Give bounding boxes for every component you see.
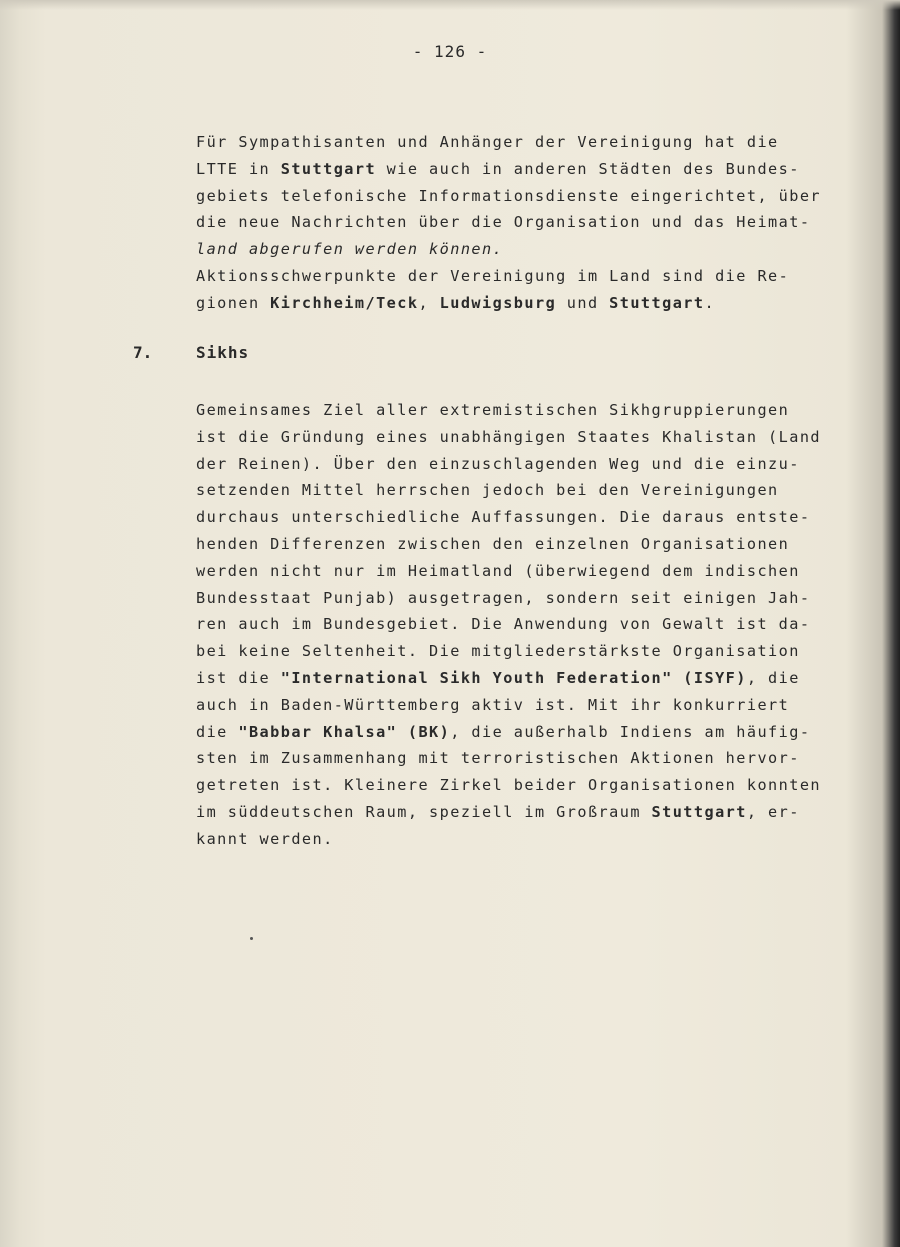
text-line: sten im Zusammenhang mit terroristischen Aktionen hervor- (196, 749, 800, 768)
text-line: Aktionsschwerpunkte der Vereinigung im Land sind die Re- (196, 266, 790, 285)
text-line: LTTE in Stuttgart wie auch in anderen Städten des Bundes- (196, 159, 800, 178)
paragraph-ltte (196, 129, 836, 317)
text-line: setzenden Mittel herrschen jedoch bei den Vereinigungen (196, 481, 779, 500)
text-line: land abgerufen werden können. (196, 240, 504, 259)
text-line: im süddeutschen Raum, speziell im Großraum Stuttgart, er- (196, 802, 800, 821)
scan-shadow (0, 0, 900, 10)
text-line: durchaus unterschiedliche Auffassungen. Die daraus entste- (196, 508, 811, 527)
page-number: - 126 - (412, 42, 488, 61)
text-line: Für Sympathisanten und Anhänger der Vereinigung hat die (196, 133, 779, 151)
text-line: Gemeinsames Ziel aller extremistischen Sikhgruppierungen (196, 401, 790, 419)
text-line: Bundesstaat Punjab) ausgetragen, sondern seit einigen Jah- (196, 588, 811, 607)
text-line: ist die "International Sikh Youth Federation" (ISYF), die (196, 668, 800, 687)
text-line: auch in Baden-Württemberg aktiv ist. Mit ihr konkurriert (196, 695, 790, 714)
scan-speck (250, 937, 253, 940)
text-line: gionen Kirchheim/Teck, Ludwigsburg und Stuttgart. (196, 293, 716, 312)
text-line: bei keine Seltenheit. Die mitgliederstärkste Organisation (196, 642, 800, 661)
text-line: kannt werden. (196, 829, 334, 848)
text-line: ren auch im Bundesgebiet. Die Anwendung von Gewalt ist da- (196, 615, 811, 634)
section-number: 7. (133, 343, 153, 362)
text-line: die neue Nachrichten über die Organisation und das Heimat- (196, 213, 811, 232)
text-line: der Reinen). Über den einzuschlagenden Weg und die einzu- (196, 454, 800, 473)
section-title: Sikhs (196, 343, 250, 362)
text-line: gebiets telefonische Informationsdienste eingerichtet, über (196, 186, 822, 205)
text-line: werden nicht nur im Heimatland (überwiegend dem indischen (196, 561, 800, 580)
text-line: die "Babbar Khalsa" (BK), die außerhalb Indiens am häufig- (196, 722, 811, 741)
text-line: henden Differenzen zwischen den einzelnen Organisationen (196, 534, 790, 553)
text-line: getreten ist. Kleinere Zirkel beider Organisationen konnten (196, 776, 822, 795)
text-line: ist die Gründung eines unabhängigen Staates Khalistan (Land (196, 427, 822, 446)
paragraph-sikhs (196, 397, 836, 853)
